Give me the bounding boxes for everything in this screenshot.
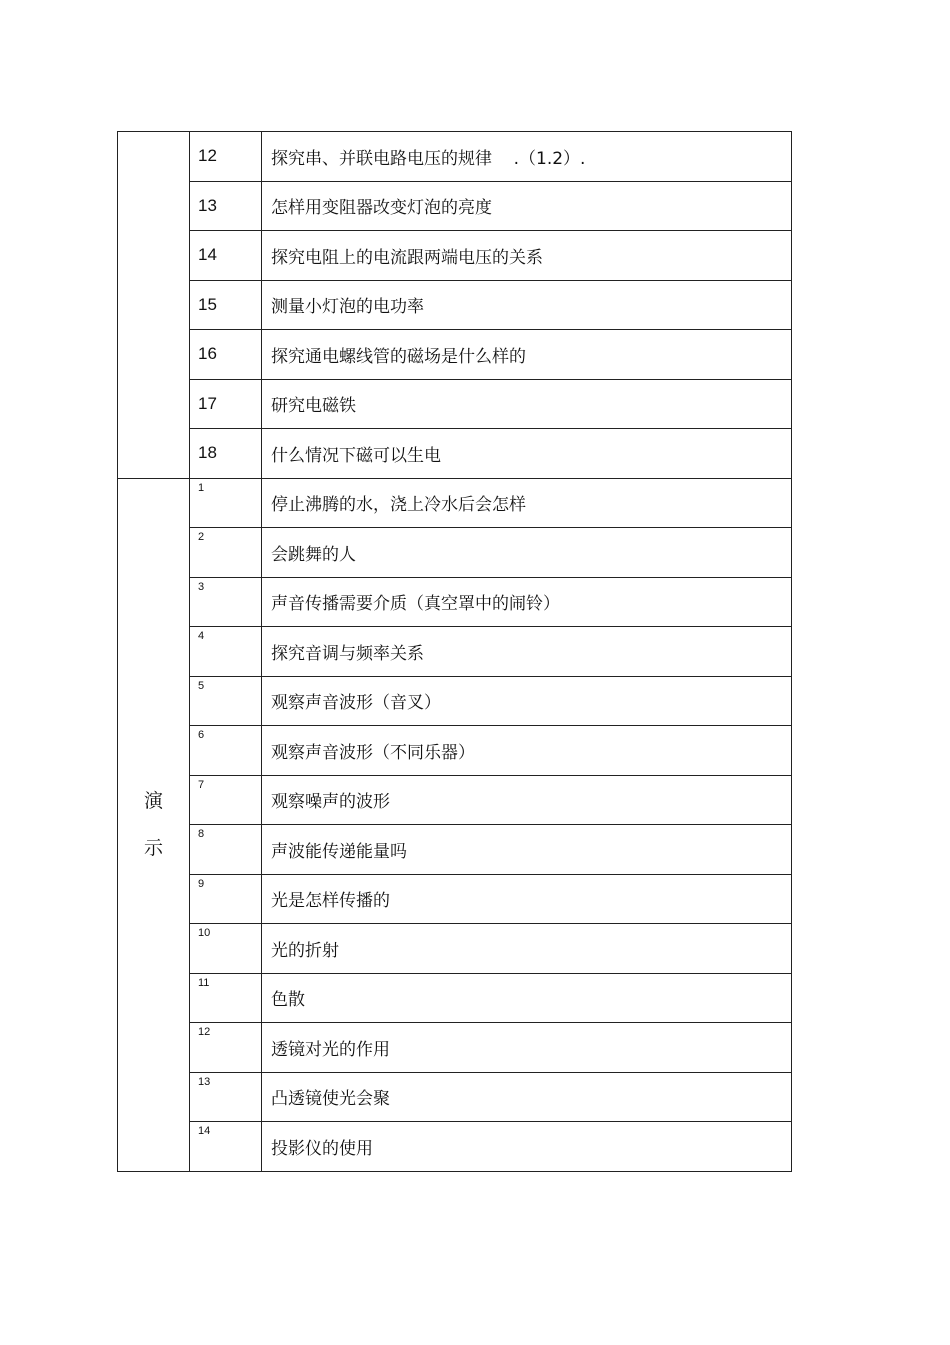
row-number: 13 — [190, 181, 262, 231]
row-title: 色散 — [262, 973, 792, 1023]
table-row — [118, 181, 792, 231]
row-number: 14 — [190, 231, 262, 281]
row-number: 12 — [190, 132, 262, 182]
row-number: 6 — [190, 726, 262, 776]
row-number: 16 — [190, 330, 262, 380]
row-title: 光的折射 — [262, 924, 792, 974]
row-number: 3 — [190, 577, 262, 627]
row-title: 光是怎样传播的 — [262, 874, 792, 924]
category-cell-blank — [118, 132, 190, 479]
experiment-table — [117, 131, 792, 1172]
table-row — [118, 825, 792, 875]
row-number: 8 — [190, 825, 262, 875]
table-row — [118, 775, 792, 825]
row-number: 9 — [190, 874, 262, 924]
row-title: 什么情况下磁可以生电 — [262, 429, 792, 479]
table-row — [118, 924, 792, 974]
row-title: 测量小灯泡的电功率 — [262, 280, 792, 330]
table-row — [118, 132, 792, 182]
row-title: 怎样用变阻器改变灯泡的亮度 — [262, 181, 792, 231]
row-title: 研究电磁铁 — [262, 379, 792, 429]
table-row — [118, 379, 792, 429]
row-number: 7 — [190, 775, 262, 825]
table-row — [118, 1072, 792, 1122]
row-title: 停止沸腾的水，浇上冷水后会怎样 — [262, 478, 792, 528]
table-row — [118, 528, 792, 578]
row-number: 18 — [190, 429, 262, 479]
row-number: 17 — [190, 379, 262, 429]
row-title: 探究串、并联电路电压的规律 .（1.2）. — [262, 132, 792, 182]
table-row — [118, 330, 792, 380]
row-title: 观察噪声的波形 — [262, 775, 792, 825]
row-number: 13 — [190, 1072, 262, 1122]
table-row — [118, 726, 792, 776]
row-title: 观察声音波形（不同乐器） — [262, 726, 792, 776]
table-row — [118, 429, 792, 479]
row-number: 15 — [190, 280, 262, 330]
row-number: 1 — [190, 478, 262, 528]
row-number: 10 — [190, 924, 262, 974]
table-row — [118, 1023, 792, 1073]
table-row — [118, 973, 792, 1023]
row-title: 探究通电螺线管的磁场是什么样的 — [262, 330, 792, 380]
category-cell-demo — [118, 478, 190, 1171]
row-title: 会跳舞的人 — [262, 528, 792, 578]
row-title: 透镜对光的作用 — [262, 1023, 792, 1073]
table-row — [118, 1122, 792, 1172]
row-title: 声音传播需要介质（真空罩中的闹铃） — [262, 577, 792, 627]
table-row — [118, 280, 792, 330]
table-row — [118, 478, 792, 528]
category-char: 演 — [143, 789, 163, 812]
table-row — [118, 627, 792, 677]
table-body — [118, 132, 792, 1172]
row-title: 凸透镜使光会聚 — [262, 1072, 792, 1122]
row-title: 声波能传递能量吗 — [262, 825, 792, 875]
row-title: 探究电阻上的电流跟两端电压的关系 — [262, 231, 792, 281]
row-number: 4 — [190, 627, 262, 677]
row-title: 投影仪的使用 — [262, 1122, 792, 1172]
table-row — [118, 676, 792, 726]
row-number: 11 — [190, 973, 262, 1023]
table-row — [118, 577, 792, 627]
row-number: 2 — [190, 528, 262, 578]
row-number: 5 — [190, 676, 262, 726]
row-title: 观察声音波形（音叉） — [262, 676, 792, 726]
table-row — [118, 874, 792, 924]
row-number: 14 — [190, 1122, 262, 1172]
row-number: 12 — [190, 1023, 262, 1073]
category-char: 示 — [143, 836, 163, 859]
row-title: 探究音调与频率关系 — [262, 627, 792, 677]
table-row — [118, 231, 792, 281]
